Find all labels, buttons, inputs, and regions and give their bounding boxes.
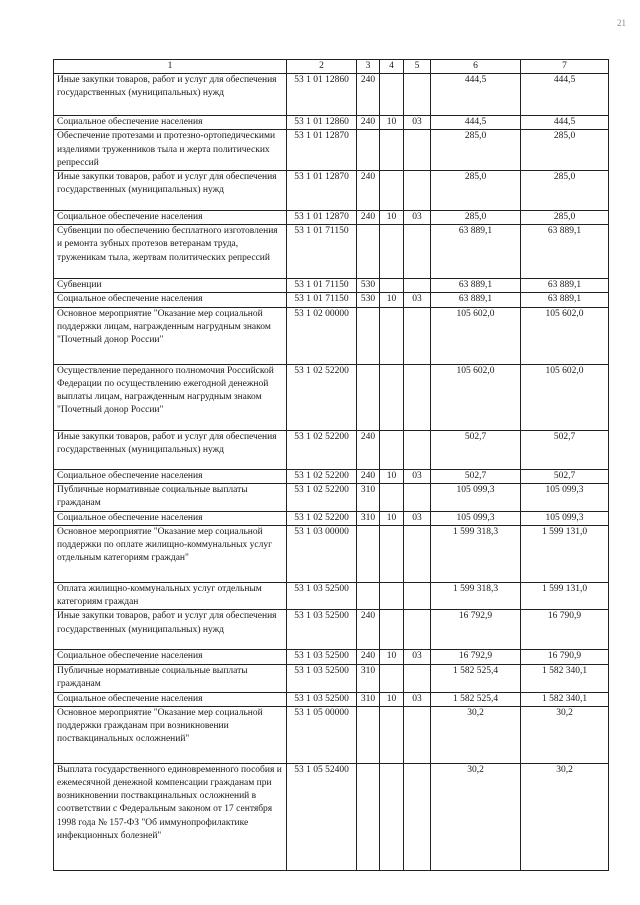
row-name: Социальное обеспечение населения bbox=[54, 650, 287, 664]
row-code: 53 1 01 71150 bbox=[287, 293, 357, 307]
table-row bbox=[54, 692, 609, 706]
table-row bbox=[54, 74, 609, 116]
row-amount-2: 105 099,3 bbox=[521, 511, 609, 525]
row-expense-type bbox=[357, 583, 380, 610]
row-subsection: 03 bbox=[404, 650, 431, 664]
row-section bbox=[380, 706, 404, 763]
row-amount-2: 285,0 bbox=[521, 171, 609, 211]
row-amount-2: 285,0 bbox=[521, 211, 609, 225]
column-header: 5 bbox=[404, 60, 431, 74]
row-amount-1: 444,5 bbox=[431, 74, 521, 116]
table-row bbox=[54, 293, 609, 307]
row-section: 10 bbox=[380, 650, 404, 664]
row-section bbox=[380, 583, 404, 610]
row-amount-2: 1 582 340,1 bbox=[521, 692, 609, 706]
row-section: 10 bbox=[380, 511, 404, 525]
row-section bbox=[380, 664, 404, 692]
row-section: 10 bbox=[380, 293, 404, 307]
row-expense-type bbox=[357, 763, 380, 870]
row-expense-type bbox=[357, 225, 380, 279]
row-section: 10 bbox=[380, 116, 404, 130]
row-code: 53 1 01 12870 bbox=[287, 211, 357, 225]
row-subsection: 03 bbox=[404, 293, 431, 307]
row-subsection bbox=[404, 225, 431, 279]
row-expense-type bbox=[357, 526, 380, 583]
row-amount-2: 1 582 340,1 bbox=[521, 664, 609, 692]
row-amount-2: 105 099,3 bbox=[521, 483, 609, 511]
row-amount-2: 285,0 bbox=[521, 130, 609, 171]
row-expense-type: 240 bbox=[357, 74, 380, 116]
row-subsection: 03 bbox=[404, 116, 431, 130]
row-name: Основное мероприятие "Оказание мер социальной поддержки по оплате жилищно-коммунальных услуг отдельным категориям граждан" bbox=[54, 526, 287, 583]
table-row bbox=[54, 706, 609, 763]
row-amount-2: 30,2 bbox=[521, 706, 609, 763]
row-subsection bbox=[404, 483, 431, 511]
row-subsection bbox=[404, 74, 431, 116]
row-subsection bbox=[404, 583, 431, 610]
row-amount-1: 285,0 bbox=[431, 211, 521, 225]
column-header: 7 bbox=[521, 60, 609, 74]
row-section bbox=[380, 763, 404, 870]
row-section bbox=[380, 430, 404, 469]
row-expense-type bbox=[357, 364, 380, 430]
row-name: Публичные нормативные социальные выплаты гражданам bbox=[54, 664, 287, 692]
row-subsection bbox=[404, 171, 431, 211]
row-expense-type: 530 bbox=[357, 293, 380, 307]
row-subsection bbox=[404, 664, 431, 692]
row-name: Социальное обеспечение населения bbox=[54, 469, 287, 483]
row-amount-2: 63 889,1 bbox=[521, 225, 609, 279]
row-amount-1: 30,2 bbox=[431, 706, 521, 763]
row-amount-1: 1 582 525,4 bbox=[431, 664, 521, 692]
table-row bbox=[54, 211, 609, 225]
row-section bbox=[380, 483, 404, 511]
row-amount-2: 1 599 131,0 bbox=[521, 526, 609, 583]
row-expense-type bbox=[357, 307, 380, 364]
table-row bbox=[54, 116, 609, 130]
row-subsection bbox=[404, 364, 431, 430]
row-code: 53 1 01 12870 bbox=[287, 130, 357, 171]
row-code: 53 1 02 00000 bbox=[287, 307, 357, 364]
table-row bbox=[54, 610, 609, 650]
row-amount-1: 105 602,0 bbox=[431, 364, 521, 430]
row-name: Обеспечение протезами и протезно-ортопедическими изделиями труженников тыла и жерта политических репрессий bbox=[54, 130, 287, 171]
table-row bbox=[54, 763, 609, 870]
row-section bbox=[380, 130, 404, 171]
row-code: 53 1 02 52200 bbox=[287, 430, 357, 469]
row-code: 53 1 02 52200 bbox=[287, 364, 357, 430]
row-code: 53 1 02 52200 bbox=[287, 483, 357, 511]
row-name: Иные закупки товаров, работ и услуг для обеспечения государственных (муниципальных) нужд bbox=[54, 430, 287, 469]
table-row bbox=[54, 650, 609, 664]
row-amount-1: 63 889,1 bbox=[431, 279, 521, 293]
row-code: 53 1 03 00000 bbox=[287, 526, 357, 583]
row-section bbox=[380, 225, 404, 279]
row-expense-type: 240 bbox=[357, 430, 380, 469]
row-name: Субвенции bbox=[54, 279, 287, 293]
row-subsection: 03 bbox=[404, 211, 431, 225]
row-name: Иные закупки товаров, работ и услуг для обеспечения государственных (муниципальных) нужд bbox=[54, 74, 287, 116]
row-subsection bbox=[404, 706, 431, 763]
row-amount-1: 502,7 bbox=[431, 430, 521, 469]
row-name: Основное мероприятие "Оказание мер социальной поддержки гражданам при возникновении поствакцинальных осложнений" bbox=[54, 706, 287, 763]
row-name: Социальное обеспечение населения bbox=[54, 511, 287, 525]
row-section: 10 bbox=[380, 469, 404, 483]
row-subsection: 03 bbox=[404, 692, 431, 706]
row-expense-type: 310 bbox=[357, 511, 380, 525]
row-code: 53 1 01 71150 bbox=[287, 279, 357, 293]
row-name: Социальное обеспечение населения bbox=[54, 692, 287, 706]
row-amount-2: 16 790,9 bbox=[521, 610, 609, 650]
row-subsection bbox=[404, 430, 431, 469]
table-row bbox=[54, 130, 609, 171]
row-amount-2: 63 889,1 bbox=[521, 279, 609, 293]
row-expense-type: 310 bbox=[357, 692, 380, 706]
table-row bbox=[54, 526, 609, 583]
table-row bbox=[54, 307, 609, 364]
row-name: Субвенции по обеспечению бесплатного изготовления и ремонта зубных протезов ветеранам труда, труженикам тыла, жертвам политических репрессий bbox=[54, 225, 287, 279]
row-section bbox=[380, 307, 404, 364]
budget-table bbox=[53, 59, 609, 871]
row-name: Оплата жилищно-коммунальных услуг отдельным категориям граждан bbox=[54, 583, 287, 610]
row-expense-type: 530 bbox=[357, 279, 380, 293]
table-row bbox=[54, 171, 609, 211]
row-amount-1: 63 889,1 bbox=[431, 225, 521, 279]
row-amount-2: 105 602,0 bbox=[521, 307, 609, 364]
row-expense-type: 240 bbox=[357, 650, 380, 664]
table-row bbox=[54, 430, 609, 469]
row-amount-1: 63 889,1 bbox=[431, 293, 521, 307]
row-amount-2: 1 599 131,0 bbox=[521, 583, 609, 610]
row-amount-2: 105 602,0 bbox=[521, 364, 609, 430]
row-subsection bbox=[404, 610, 431, 650]
row-section bbox=[380, 610, 404, 650]
row-code: 53 1 03 52500 bbox=[287, 583, 357, 610]
row-expense-type: 240 bbox=[357, 610, 380, 650]
column-header: 4 bbox=[380, 60, 404, 74]
table-row bbox=[54, 511, 609, 525]
row-name: Иные закупки товаров, работ и услуг для обеспечения государственных (муниципальных) нужд bbox=[54, 171, 287, 211]
row-amount-1: 105 602,0 bbox=[431, 307, 521, 364]
row-subsection bbox=[404, 279, 431, 293]
row-amount-2: 444,5 bbox=[521, 116, 609, 130]
column-header: 2 bbox=[287, 60, 357, 74]
row-amount-1: 16 792,9 bbox=[431, 610, 521, 650]
row-subsection bbox=[404, 307, 431, 364]
row-amount-1: 285,0 bbox=[431, 130, 521, 171]
row-code: 53 1 03 52500 bbox=[287, 650, 357, 664]
row-amount-1: 1 582 525,4 bbox=[431, 692, 521, 706]
row-code: 53 1 03 52500 bbox=[287, 664, 357, 692]
row-subsection: 03 bbox=[404, 511, 431, 525]
row-subsection bbox=[404, 763, 431, 870]
row-expense-type bbox=[357, 706, 380, 763]
row-subsection: 03 bbox=[404, 469, 431, 483]
row-section: 10 bbox=[380, 211, 404, 225]
row-subsection bbox=[404, 130, 431, 171]
row-amount-2: 16 790,9 bbox=[521, 650, 609, 664]
row-amount-1: 1 599 318,3 bbox=[431, 583, 521, 610]
table-row bbox=[54, 225, 609, 279]
row-name: Социальное обеспечение населения bbox=[54, 211, 287, 225]
row-expense-type: 240 bbox=[357, 171, 380, 211]
row-name: Социальное обеспечение населения bbox=[54, 116, 287, 130]
table-header-row bbox=[54, 60, 609, 74]
row-section: 10 bbox=[380, 692, 404, 706]
row-amount-2: 63 889,1 bbox=[521, 293, 609, 307]
row-section bbox=[380, 279, 404, 293]
row-amount-1: 444,5 bbox=[431, 116, 521, 130]
row-code: 53 1 01 12860 bbox=[287, 74, 357, 116]
row-section bbox=[380, 171, 404, 211]
row-subsection bbox=[404, 526, 431, 583]
table-row bbox=[54, 364, 609, 430]
row-expense-type: 240 bbox=[357, 469, 380, 483]
row-name: Осуществление переданного полномочия Российской Федерации по осуществлению ежегодной денежной выплаты лицам, награжденным нагрудным знаком "Почетный донор России" bbox=[54, 364, 287, 430]
column-header: 6 bbox=[431, 60, 521, 74]
row-expense-type: 240 bbox=[357, 211, 380, 225]
row-amount-1: 16 792,9 bbox=[431, 650, 521, 664]
row-expense-type: 310 bbox=[357, 483, 380, 511]
row-amount-2: 502,7 bbox=[521, 430, 609, 469]
row-section bbox=[380, 364, 404, 430]
row-name: Социальное обеспечение населения bbox=[54, 293, 287, 307]
row-amount-1: 285,0 bbox=[431, 171, 521, 211]
row-amount-1: 105 099,3 bbox=[431, 511, 521, 525]
row-section bbox=[380, 74, 404, 116]
row-code: 53 1 05 00000 bbox=[287, 706, 357, 763]
row-name: Основное мероприятие "Оказание мер социальной поддержки лицам, награжденным нагрудным знаком "Почетный донор России" bbox=[54, 307, 287, 364]
table-row bbox=[54, 483, 609, 511]
table-row bbox=[54, 469, 609, 483]
row-amount-2: 502,7 bbox=[521, 469, 609, 483]
row-code: 53 1 01 12870 bbox=[287, 171, 357, 211]
row-amount-2: 444,5 bbox=[521, 74, 609, 116]
row-expense-type: 240 bbox=[357, 116, 380, 130]
table-row bbox=[54, 664, 609, 692]
row-code: 53 1 02 52200 bbox=[287, 469, 357, 483]
row-code: 53 1 01 12860 bbox=[287, 116, 357, 130]
row-name: Публичные нормативные социальные выплаты гражданам bbox=[54, 483, 287, 511]
row-amount-1: 1 599 318,3 bbox=[431, 526, 521, 583]
column-header: 1 bbox=[54, 60, 287, 74]
row-expense-type bbox=[357, 130, 380, 171]
column-header: 3 bbox=[357, 60, 380, 74]
row-code: 53 1 02 52200 bbox=[287, 511, 357, 525]
row-code: 53 1 01 71150 bbox=[287, 225, 357, 279]
row-name: Выплата государственного единовременного пособия и ежемесячной денежной компенсации гражданам при возникновении поствакцинальных осложнений в соответствии с Федеральным законом от 17 сентября 1998 года № 157-ФЗ "Об иммунопрофилактике инфекционных болезней" bbox=[54, 763, 287, 870]
row-code: 53 1 05 52400 bbox=[287, 763, 357, 870]
row-expense-type: 310 bbox=[357, 664, 380, 692]
row-code: 53 1 03 52500 bbox=[287, 610, 357, 650]
row-amount-1: 502,7 bbox=[431, 469, 521, 483]
page-number: 21 bbox=[617, 18, 626, 28]
row-amount-1: 30,2 bbox=[431, 763, 521, 870]
row-section bbox=[380, 526, 404, 583]
row-code: 53 1 03 52500 bbox=[287, 692, 357, 706]
row-name: Иные закупки товаров, работ и услуг для обеспечения государственных (муниципальных) нужд bbox=[54, 610, 287, 650]
row-amount-2: 30,2 bbox=[521, 763, 609, 870]
table-row bbox=[54, 583, 609, 610]
row-amount-1: 105 099,3 bbox=[431, 483, 521, 511]
table-row bbox=[54, 279, 609, 293]
